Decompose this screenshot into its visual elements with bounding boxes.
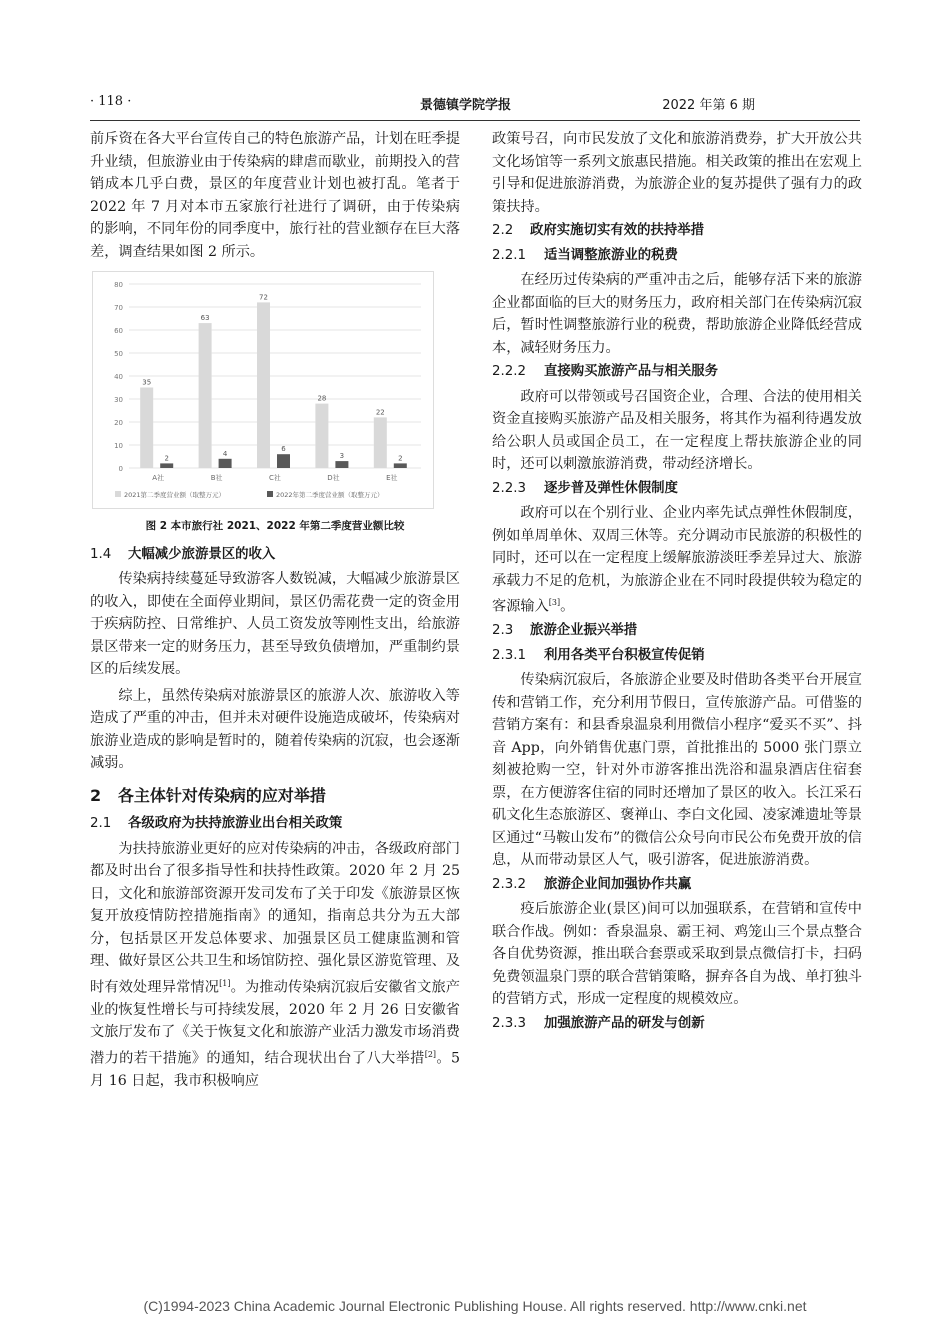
heading-number: 2.3.3 [492,1015,527,1031]
heading-1-4 [90,544,460,567]
y-tick-label: 70 [114,304,123,312]
data-label: 2 [164,454,169,463]
data-label: 6 [281,445,286,454]
bar [394,463,407,468]
text-run: 。为推动传染病沉寂后安徽省文旅产业的恢复性增长与可持续发展，2020 年 2 月 26 日安徽省文旅厅发布了《关于恢复文化和旅游产业活力激发市场消费潜力的若干措施》的通知，结合现状出台了八大举措 [90,979,460,1067]
heading-2-2 [492,220,862,243]
y-tick-label: 10 [114,442,123,450]
paragraph: 政策号召，向市民发放了文化和旅游消费券，扩大开放公共文化场馆等一系列文旅惠民措施。相关政策的推出在宏观上引导和促进旅游消费，为旅游企业的复苏提供了强有力的政策扶持。 [492,131,862,215]
bar [199,323,212,468]
x-tick-label: D社 [327,474,340,482]
header-rule [90,120,860,121]
page-header [90,92,860,116]
x-tick-label: E社 [386,474,398,482]
data-label: 35 [142,378,152,387]
journal-title: 景德镇学院学报 [420,98,512,113]
text-run: 。 [560,598,575,615]
y-tick-label: 20 [114,419,123,427]
data-label: 72 [259,293,268,302]
paragraph: 传染病沉寂后，各旅游企业要及时借助各类平台开展宣传和营销工作，充分利用节假日，宣传旅游产品。可借鉴的营销方案有：和县香泉温泉利用微信小程序“爱买不买”、抖音 App，向外销售优惠门票，首批推出的 5000 张门票立刻被抢购一空，针对外市游客推出洗浴和温泉酒店住宿套票，在方便游客住宿的同时还增加了景区的收入。长江采石矶文化生态旅游区、褒禅山、李白文化园、凌家滩遗址等景区通过“马鞍山发布”的微信公众号向市民公布免费开放的信息，从而带动景区人气，吸引游客，促进旅游消费。 [492,672,862,869]
figure-2-chart [92,271,434,509]
heading-number: 2.3.1 [492,647,527,663]
legend-swatch [115,491,121,497]
data-label: 3 [339,452,345,461]
legend-label: 2021第二季度营业额（取整万元） [124,491,226,499]
citation[interactable]: [1] [219,978,231,988]
heading-2-3-3 [492,1013,862,1036]
heading-2-3-2 [492,874,862,897]
heading-title: 各主体针对传染病的应对举措 [117,785,326,805]
heading-2 [90,785,460,808]
page-number: · 118 · [90,94,132,109]
y-tick-label: 30 [114,396,123,404]
data-label: 2 [398,454,403,463]
heading-2-1 [90,813,460,836]
bar [257,302,270,468]
heading-title: 各级政府为扶持旅游业出台相关政策 [128,816,343,831]
paragraph: 综上，虽然传染病对旅游景区的旅游人次、旅游收入等造成了严重的冲击，但并未对硬件设施造成破坏，传染病对旅游业造成的影响是暂时的，随着传染病的沉寂，也会逐渐减弱。 [90,687,460,771]
heading-title: 适当调整旅游业的税费 [544,247,678,263]
heading-number: 2 [90,785,102,805]
paragraph: 政府可以带领或号召国资企业，合理、合法的使用相关资金直接购买旅游产品及相关服务，将其作为福利待遇发放给公职人员或国企员工，在一定程度上帮扶旅游企业的同时，还可以刺激旅游消费，带动经济增长。 [492,388,862,472]
heading-title: 旅游企业振兴举措 [530,623,638,639]
heading-2-2-3 [492,478,862,501]
heading-number: 2.3.2 [492,876,527,892]
figure-caption: 图 2 本市旅行社 2021、2022 年第二季度营业额比较 [145,520,405,532]
citation[interactable]: [3] [548,598,561,607]
heading-2-2-1 [492,245,862,268]
y-tick-label: 80 [114,281,123,289]
bar [374,417,387,468]
bar [315,404,328,468]
paragraph: 传染病持续蔓延导致游客人数锐减，大幅减少旅游景区的收入，即使在全面停业期间，景区仍需花费一定的资金用于疾病防控、日常维护、人员工资发放等刚性支出，给旅游景区带来一定的财务压力，甚至导致负债增加，严重制约景区的后续发展。 [90,571,460,677]
heading-2-3-1 [492,645,862,668]
heading-number: 2.2.2 [492,364,527,379]
text-run: 为扶持旅游业更好的应对传染病的冲击，各级政府部门都及时出台了很多指导性和扶持性政策。2020 年 2 月 25 日，文化和旅游部资源开发司发布了关于印发《旅游景区恢复开放疫情防控措施指南》的通知，指南总共分为五大部分，包括景区开发总体要求、加强景区员工健康监测和管理、做好景区公共卫生和场馆防控、强化景区游览管理、及时有效处理异常情况 [90,840,460,996]
legend-swatch [267,491,273,497]
data-label: 4 [222,449,228,458]
y-tick-label: 60 [114,327,123,335]
heading-title: 政府实施切实有效的扶持举措 [530,223,705,238]
heading-title: 大幅减少旅游景区的收入 [128,546,276,562]
paragraph [90,838,460,1093]
bar [277,454,290,468]
issue-label: 2022 年第 6 期 [662,98,755,113]
copyright-footer: (C)1994-2023 China Academic Journal Electronic Publishing House. All rights reserved. http://www.cnki.net [143,1298,807,1314]
x-tick-label: A社 [152,474,165,482]
heading-title: 加强旅游产品的研发与创新 [544,1015,705,1031]
right-column [492,128,862,1037]
text-run: 政府可以在个别行业、企业内率先试点弹性休假制度，例如单周单休、双周三休等。充分调动市民旅游的积极性的同时，还可以在一定程度上缓解旅游淡旺季差异过大、旅游承载力不足的危机，为旅游企业在不同时段提供较为稳定的客源输入 [492,505,862,615]
heading-title: 利用各类平台积极宣传促销 [544,647,705,663]
text-run: 。5 月 16 日起，我市积极响应 [90,1050,460,1089]
bar [160,463,173,468]
heading-number: 1.4 [90,546,112,562]
heading-title: 旅游企业间加强协作共赢 [544,876,692,892]
data-label: 28 [317,394,327,403]
y-tick-label: 0 [118,465,123,473]
left-column [90,128,460,1092]
bar [219,459,232,468]
heading-number: 2.2 [492,223,514,238]
legend-label: 2022年第二季度营业额（取整万元） [276,491,384,499]
bar [335,461,348,468]
heading-number: 2.1 [90,816,112,831]
paragraph: 前斥资在各大平台宣传自己的特色旅游产品，计划在旺季提升业绩，但旅游业由于传染病的肆虐而歇业，前期投入的营销成本几乎白费，景区的年度营业计划也被打乱。笔者于 2022 年 7 月对本市五家旅行社进行了调研，由于传染病的影响，不同年份的同季度中，旅行社的营业额存在巨大落差，调查结果如图 2 所示。 [90,131,460,260]
x-tick-label: B社 [210,474,223,482]
heading-number: 2.2.3 [492,480,527,496]
paragraph [492,502,862,618]
bar-chart [93,272,433,508]
heading-title: 直接购买旅游产品与相关服务 [544,364,719,379]
data-label: 63 [200,314,210,323]
bar [140,388,153,469]
heading-number: 2.3 [492,623,514,639]
y-tick-label: 40 [114,373,123,381]
paragraph: 在经历过传染病的严重冲击之后，能够存活下来的旅游企业都面临的巨大的财务压力，政府相关部门在传染病沉寂后，暂时性调整旅游行业的税费，帮助旅游企业降低经营成本，减轻财务压力。 [492,272,862,356]
x-tick-label: C社 [269,474,281,482]
y-tick-label: 50 [114,350,123,358]
data-label: 22 [375,408,385,417]
heading-number: 2.2.1 [492,247,527,263]
heading-2-2-2 [492,361,862,384]
heading-2-3 [492,620,862,643]
citation[interactable]: [2] [424,1049,437,1059]
heading-title: 逐步普及弹性休假制度 [544,480,678,496]
paragraph: 疫后旅游企业(景区)间可以加强联系，在营销和宣传中联合作战。例如：香泉温泉、霸王祠、鸡笼山三个景点整合各自优势资源，推出联合套票或采取到景点微信打卡，扫码免费领温泉门票的联合营销策略，摒弃各自为战、单打独斗的营销方式，形成一定程度的规模效应。 [492,901,862,1008]
